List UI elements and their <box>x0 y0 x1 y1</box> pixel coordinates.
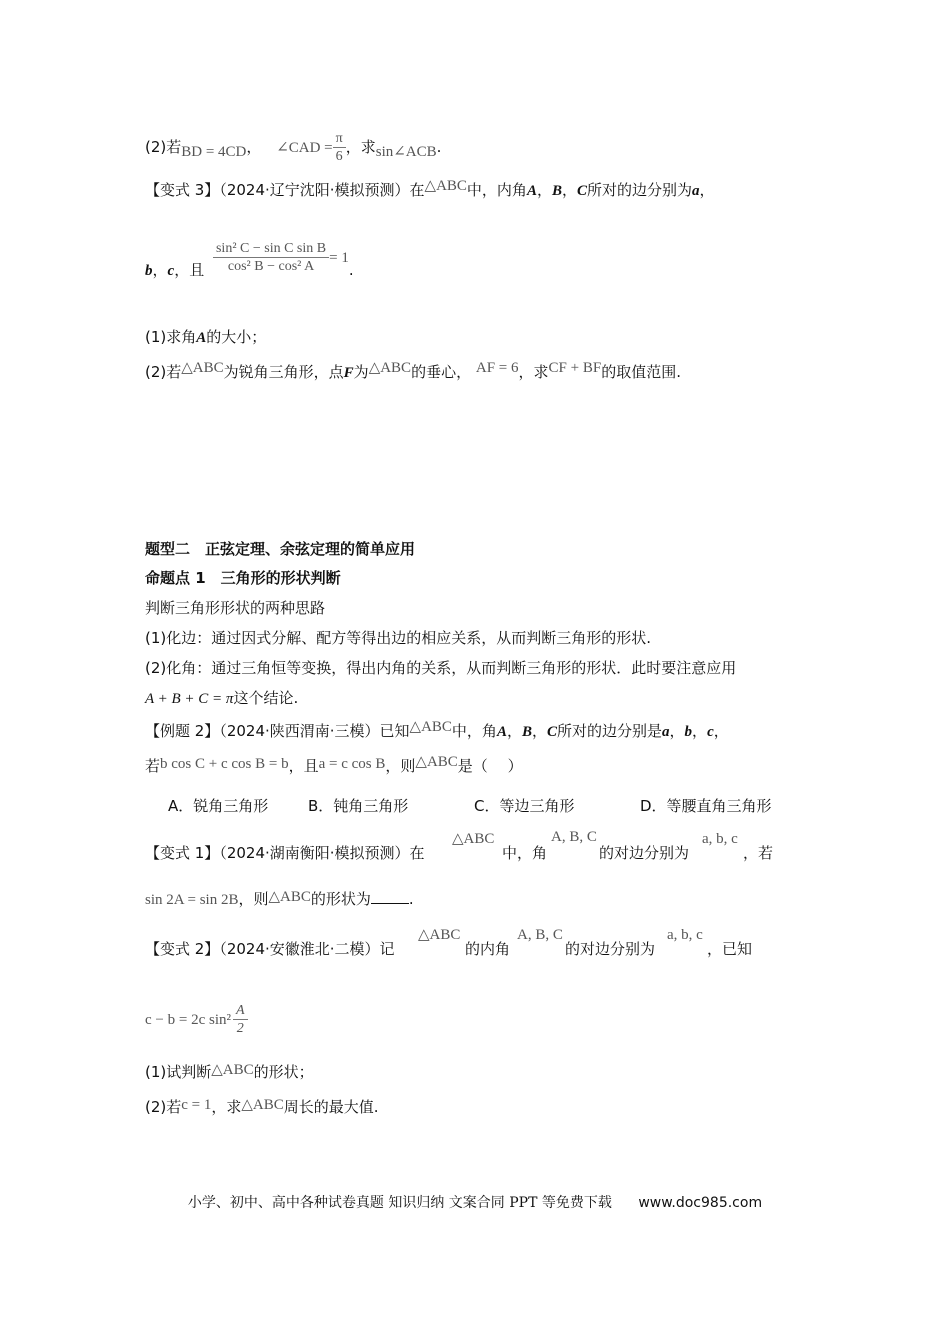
option-b: B．钝角三角形 <box>308 797 409 815</box>
variant-2-question-1: (1)试判断△ABC的形状； <box>145 1062 314 1081</box>
example-2-heading: 【例题 2】（2024·陕西渭南·三模）已知△ABC中，角A，B，C所对的边分别是a，b，c， <box>145 719 729 740</box>
variant-2-condition: c − b = 2c sin² $\frac{A}{2}$ <box>145 1002 248 1037</box>
option-a: A．锐角三角形 <box>168 797 269 815</box>
fraction-sin-cos: $\frac{\text{sin² C − sin C sin B}}{\text{cos² B − cos² A}}$ <box>213 240 329 275</box>
variant-1-heading: 【变式 1】（2024·湖南衡阳·模拟预测）在 △ABC 中，角 A, B, C 的对边分别为 a, b, c ，若 <box>145 829 774 862</box>
answer-blank[interactable] <box>371 889 409 904</box>
paragraph-intro: 判断三角形形状的两种思路 <box>145 599 326 617</box>
question-2-line: (2)若BD = 4CD， ∠CAD = $\frac{\pi}{6}$ ，求sin∠ACB. <box>145 131 442 164</box>
option-c: C．等边三角形 <box>474 797 575 815</box>
example-2-condition: 若b cos C + c cos B = b，且a = c cos B，则△ABC是（ ） <box>145 754 523 775</box>
variant-3-heading: 【变式 3】（2024·辽宁沈阳·模拟预测）在△ABC中，内角A，B，C所对的边分别为a， <box>145 178 715 199</box>
option-d: D．等腰直角三角形 <box>640 797 772 815</box>
variant-3-question-1: (1)求角A的大小； <box>145 328 267 346</box>
subsection-heading: 命题点 1 三角形的形状判断 <box>145 569 341 587</box>
variant-2-heading: 【变式 2】（2024·安徽淮北·二模）记 △ABC 的内角 A, B, C 的对边分别为 a, b, c ，已知 <box>145 927 753 958</box>
fraction-pi-6: $\frac{\pi}{6}$ <box>333 130 346 165</box>
section-heading: 题型二 正弦定理、余弦定理的简单应用 <box>145 540 416 558</box>
page-footer: 小学、初中、高中各种试卷真题 知识归纳 文案合同 PPT 等免费下载 www.doc985.com <box>187 1195 763 1211</box>
footer-link[interactable]: www.doc985.com <box>638 1195 763 1211</box>
variant-3-condition: b，c，且 $\frac{\text{sin² C − sin C sin B}}{\text{cos² B − cos² A}}$ = 1. <box>145 241 354 279</box>
variant-1-condition: sin 2A = sin 2B，则△ABC的形状为 . <box>145 889 414 908</box>
paragraph-method-2: (2)化角：通过三角恒等变换，得出内角的关系，从而判断三角形的形状．此时要注意应用 <box>145 659 737 677</box>
variant-3-question-2: (2)若△ABC为锐角三角形，点F为△ABC的垂心， AF = 6，求CF + BF的取值范围. <box>145 360 681 381</box>
paragraph-conclusion: A + B + C = π这个结论. <box>145 689 299 707</box>
math-angle-cad: ∠CAD = <box>276 140 333 156</box>
fraction-a-2: $\frac{A}{2}$ <box>233 1002 248 1037</box>
variant-2-question-2: (2)若c = 1，求△ABC周长的最大值. <box>145 1097 379 1116</box>
paragraph-method-1: (1)化边：通过因式分解、配方等得出边的相应关系，从而判断三角形的形状. <box>145 629 652 647</box>
math-sin-acb: sin∠ACB <box>375 144 437 160</box>
math-bd-4cd: BD = 4CD <box>181 144 247 160</box>
